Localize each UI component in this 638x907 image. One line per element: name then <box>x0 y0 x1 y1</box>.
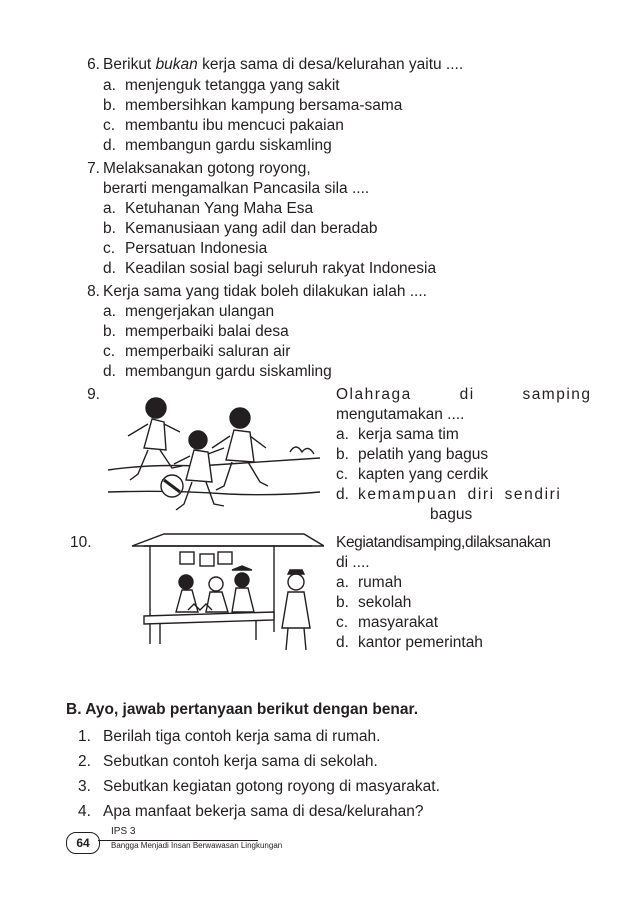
option-text: kerja sama tim <box>358 426 459 443</box>
essay-number: 1. <box>78 728 91 745</box>
q8-stem: Kerja sama yang tidak boleh dilakukan ialah .... <box>103 283 427 300</box>
q8-option-c <box>103 343 290 361</box>
option-letter: d. <box>103 137 116 154</box>
footer-book-subtitle: Bangga Menjadi Insan Berwawasan Lingkungan <box>111 841 283 850</box>
option-text: kemampuan diri sendiri <box>358 486 562 503</box>
essay-item-2 <box>78 753 378 771</box>
option-text: memperbaiki balai desa <box>125 323 289 340</box>
q7-option-c <box>103 240 267 258</box>
essay-text: Apa manfaat bekerja sama di desa/kelurahan? <box>103 803 424 820</box>
option-text: mengerjakan ulangan <box>125 303 275 320</box>
q6-option-b <box>103 97 402 115</box>
option-letter: c. <box>336 614 349 631</box>
q9-option-c <box>336 466 488 484</box>
option-letter: a. <box>336 426 349 443</box>
q10-stem-line1: Kegiatandisamping,dilaksanakan <box>336 534 551 551</box>
q9-option-a <box>336 426 459 444</box>
option-text: kapten yang cerdik <box>358 466 489 483</box>
option-letter: d. <box>336 634 349 651</box>
q9-option-d <box>336 486 561 504</box>
q8-option-b <box>103 323 289 341</box>
option-text: masyarakat <box>358 614 439 631</box>
q6-stem <box>103 56 463 74</box>
option-text: pelatih yang bagus <box>358 446 489 463</box>
football-illustration <box>108 392 320 522</box>
option-letter: b. <box>103 220 116 237</box>
q7-stem-line2: berarti mengamalkan Pancasila sila .... <box>103 180 370 197</box>
option-letter: a. <box>103 77 116 94</box>
footer-book-title: IPS 3 <box>111 826 136 837</box>
q9-number: 9. <box>87 386 100 403</box>
q8-option-a <box>103 303 274 321</box>
q10-stem-line2: di .... <box>336 554 370 571</box>
option-text: membangun gardu siskamling <box>125 137 332 154</box>
q7-option-d <box>103 260 436 278</box>
essay-number: 3. <box>78 778 91 795</box>
option-letter: c. <box>103 343 116 360</box>
q10-number: 10. <box>70 534 92 551</box>
option-letter: a. <box>336 574 349 591</box>
option-text: memperbaiki saluran air <box>125 343 291 360</box>
option-text: membangun gardu siskamling <box>125 363 332 380</box>
q6-number: 6. <box>87 56 100 73</box>
option-letter: c. <box>336 466 349 483</box>
q10-option-a <box>336 574 402 592</box>
option-text: Keadilan sosial bagi seluruh rakyat Indonesia <box>125 260 437 277</box>
option-letter: b. <box>336 446 349 463</box>
option-letter: a. <box>103 303 116 320</box>
essay-text: Sebutkan kegiatan gotong royong di masyarakat. <box>103 778 440 795</box>
q7-option-a <box>103 200 313 218</box>
q9-stem-text: Olahraga di samping <box>336 386 592 403</box>
q6-stem-pre: Berikut <box>103 56 156 73</box>
option-text: Persatuan Indonesia <box>125 240 268 257</box>
option-letter: d. <box>103 260 116 277</box>
option-text: rumah <box>358 574 402 591</box>
q10-option-b <box>336 594 411 612</box>
q6-option-c <box>103 117 344 135</box>
q8-option-d <box>103 363 332 381</box>
essay-text: Sebutkan contoh kerja sama di sekolah. <box>103 753 378 770</box>
option-text: membantu ibu mencuci pakaian <box>125 117 344 134</box>
option-letter: c. <box>103 117 116 134</box>
option-letter: c. <box>103 240 116 257</box>
page-number-badge: 64 <box>66 832 100 854</box>
option-letter: b. <box>336 594 349 611</box>
essay-number: 2. <box>78 753 91 770</box>
option-letter: b. <box>103 97 116 114</box>
option-text: Ketuhanan Yang Maha Esa <box>125 200 314 217</box>
q9-stem-line2: mengutamakan .... <box>336 406 465 423</box>
q6-option-d <box>103 137 332 155</box>
essay-item-3 <box>78 778 440 796</box>
option-letter: a. <box>103 200 116 217</box>
q10-option-d <box>336 634 483 652</box>
essay-item-4 <box>78 803 424 821</box>
q9-stem-line1 <box>336 386 592 404</box>
q9-option-d-continuation: bagus <box>430 506 473 523</box>
village-meeting-illustration <box>124 532 324 652</box>
option-text: menjenguk tetangga yang sakit <box>125 77 340 94</box>
option-text: membersihkan kampung bersama-sama <box>125 97 403 114</box>
essay-item-1 <box>78 728 380 746</box>
q9-option-b <box>336 446 488 464</box>
q10-option-c <box>336 614 438 632</box>
option-letter: b. <box>103 323 116 340</box>
q7-option-b <box>103 220 378 238</box>
option-letter: d. <box>103 363 116 380</box>
essay-number: 4. <box>78 803 91 820</box>
q6-option-a <box>103 77 340 95</box>
q7-stem-line1: Melaksanakan gotong royong, <box>103 160 311 177</box>
option-text: Kemanusiaan yang adil dan beradab <box>125 220 378 237</box>
option-text: sekolah <box>358 594 412 611</box>
q7-number: 7. <box>87 160 100 177</box>
q8-number: 8. <box>87 283 100 300</box>
q6-stem-post: kerja sama di desa/kelurahan yaitu .... <box>197 56 464 73</box>
option-letter: d. <box>336 486 349 503</box>
section-b-heading: B. Ayo, jawab pertanyaan berikut dengan benar. <box>66 701 418 718</box>
q6-stem-emphasis: bukan <box>155 56 198 73</box>
essay-text: Berilah tiga contoh kerja sama di rumah. <box>103 728 381 745</box>
option-text: kantor pemerintah <box>358 634 483 651</box>
